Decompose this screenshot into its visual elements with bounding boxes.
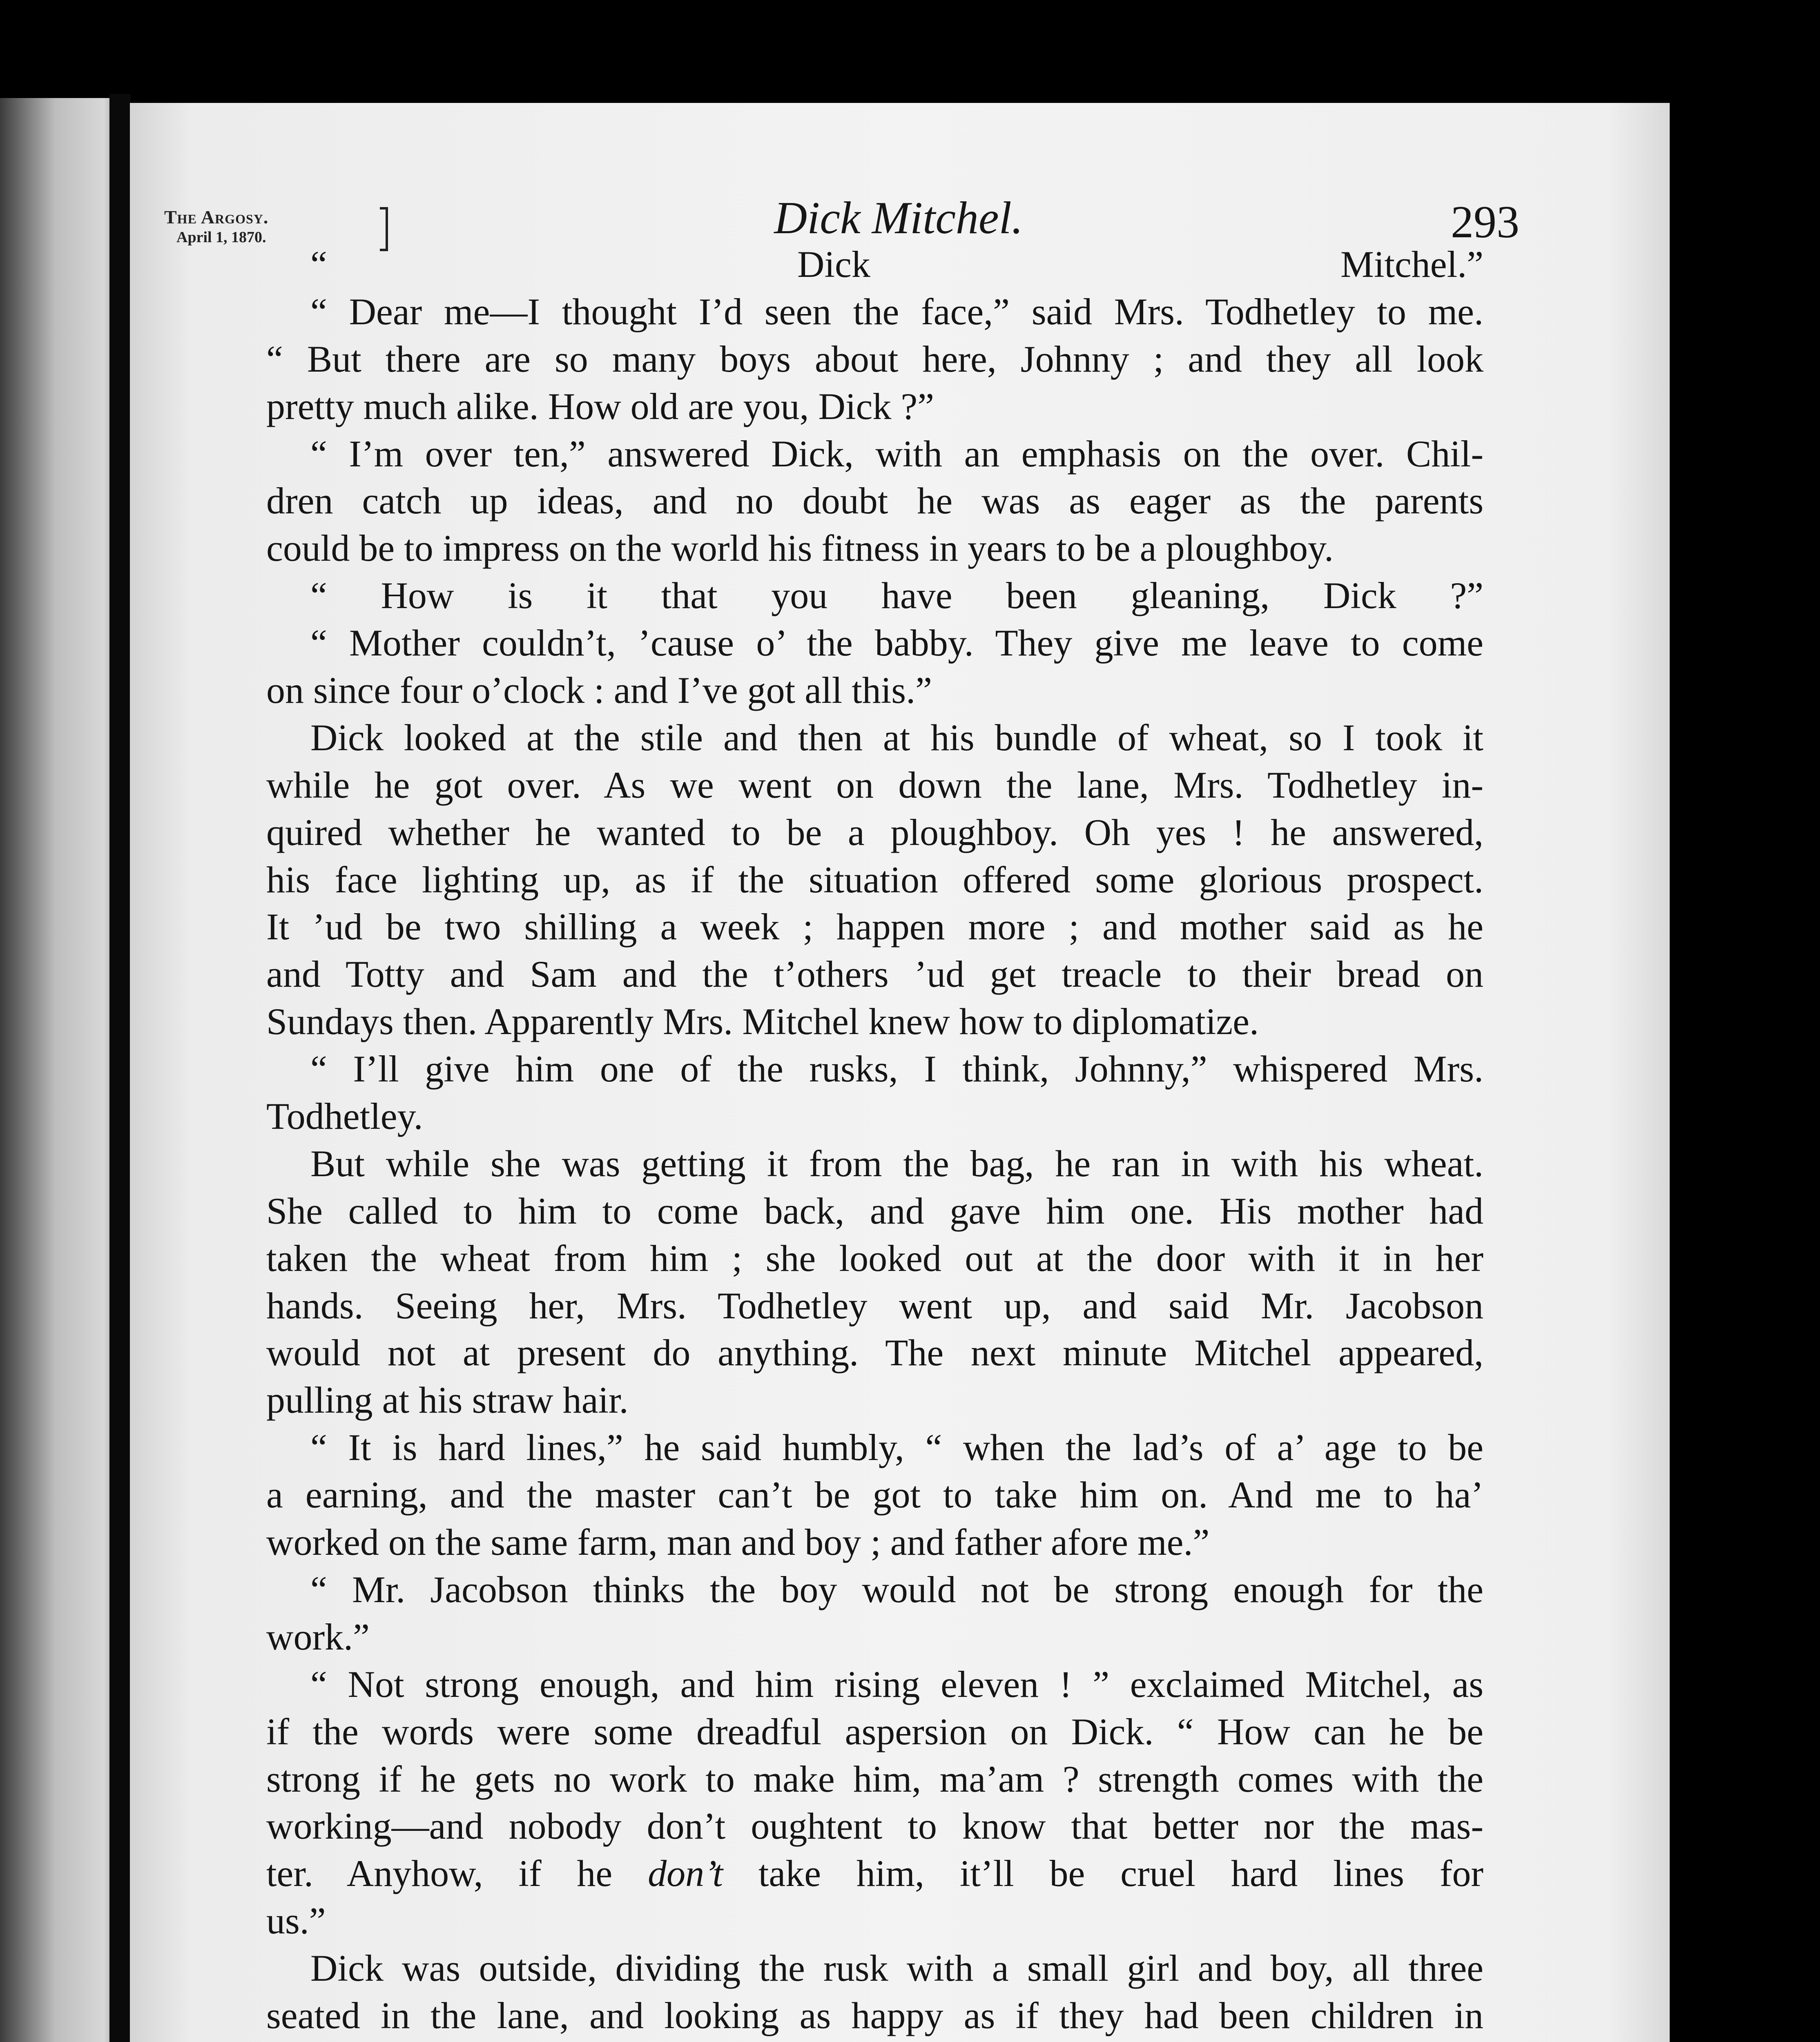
text-line: taken the wheat from him ; she looked out at the door with it in her <box>266 1237 1483 1279</box>
text-line: “ Not strong enough, and him rising eleven ! ” exclaimed Mitchel, as <box>310 1663 1483 1705</box>
text-line: Dick was outside, dividing the rusk with a small girl and boy, all three <box>310 1947 1483 1989</box>
text-line-with-italic <box>266 1850 1483 1897</box>
text-line: But while she was getting it from the bag, he ran in with his wheat. <box>310 1142 1483 1184</box>
text-fragment: ter. Anyhow, if he <box>266 1853 613 1895</box>
text-line: work.” <box>266 1616 370 1658</box>
text-line: “ I’m over ten,” answered Dick, with an emphasis on the over. Chil- <box>310 432 1483 475</box>
text-line: Dick looked at the stile and then at his bundle of wheat, so I took it <box>310 716 1483 758</box>
text-line: hands. Seeing her, Mrs. Todhetley went up, and said Mr. Jacobson <box>266 1284 1483 1326</box>
text-line: She called to him to come back, and gave him one. His mother had <box>266 1190 1483 1232</box>
text-line: on since four o’clock : and I’ve got all this.” <box>266 669 932 711</box>
text-line: quired whether he wanted to be a ploughboy. Oh yes ! he answered, <box>266 811 1483 853</box>
text-line: would not at present do anything. The next minute Mitchel appeared, <box>266 1332 1483 1374</box>
text-line: while he got over. As we went on down the lane, Mrs. Todhetley in- <box>266 764 1483 806</box>
text-line <box>266 2040 1483 2042</box>
text-line: and Totty and Sam and the t’others ’ud get treacle to their bread on <box>266 953 1483 995</box>
text-line: “ Mother couldn’t, ’cause o’ the babby. They give me leave to come <box>310 622 1483 664</box>
text-line: if the words were some dreadful aspersion on Dick. “ How can he be <box>266 1710 1483 1752</box>
text-line: dren catch up ideas, and no doubt he was as eager as the parents <box>266 480 1483 522</box>
text-line: It ’ud be two shilling a week ; happen more ; and mother said as he <box>266 906 1483 948</box>
italic-emphasis: don’t <box>648 1853 723 1895</box>
text-line: “ I’ll give him one of the rusks, I think, Johnny,” whispered Mrs. <box>310 1048 1483 1090</box>
text-line: working—and nobody don’t oughtent to know that better nor the mas- <box>266 1805 1483 1847</box>
text-fragment: take him, it’ll be cruel hard lines for <box>758 1853 1483 1895</box>
text-line: his face lighting up, as if the situation offered some glorious prospect. <box>266 858 1483 901</box>
text-line: pretty much alike. How old are you, Dick ?” <box>266 385 935 427</box>
text-line: “ How is it that you have been gleaning, Dick ?” <box>310 575 1483 617</box>
text-line: could be to impress on the world his fitness in years to be a ploughboy. <box>266 527 1334 569</box>
text-line: Todhetley. <box>266 1095 423 1137</box>
text-line: a earning, and the master can’t be got to take him on. And me to ha’ <box>266 1474 1483 1516</box>
text-line: “ Dear me—I thought I’d seen the face,” said Mrs. Todhetley to me. <box>310 290 1483 332</box>
text-line: “ Dick Mitchel.” <box>310 243 1483 285</box>
text-line: “ Mr. Jacobson thinks the boy would not be strong enough for the <box>310 1568 1483 1610</box>
journal-date: April 1, 1870. <box>176 229 266 246</box>
journal-name: The Argosy. <box>164 207 269 227</box>
page-number: 293 <box>1451 197 1519 247</box>
text-line: pulling at his straw hair. <box>266 1379 629 1421</box>
running-title: Dick Mitchel. <box>774 193 1023 243</box>
text-line: “ It is hard lines,” he said humbly, “ when the lad’s of a’ age to be <box>310 1427 1483 1469</box>
text-line: us.” <box>266 1900 326 1942</box>
book-gutter <box>109 94 131 2042</box>
text-line: “ But there are so many boys about here, Johnny ; and they all look <box>266 338 1483 380</box>
facing-page-edge <box>0 98 123 2042</box>
text-line: strong if he gets no work to make him, ma’am ? strength comes with the <box>266 1758 1483 1800</box>
text-line: Sundays then. Apparently Mrs. Mitchel knew how to diplomatize. <box>266 1001 1259 1043</box>
body-text <box>266 241 1483 2042</box>
text-line: worked on the same farm, man and boy ; and father afore me.” <box>266 1521 1210 1563</box>
text-line: seated in the lane, and looking as happy as if they had been children in <box>266 1994 1483 2036</box>
